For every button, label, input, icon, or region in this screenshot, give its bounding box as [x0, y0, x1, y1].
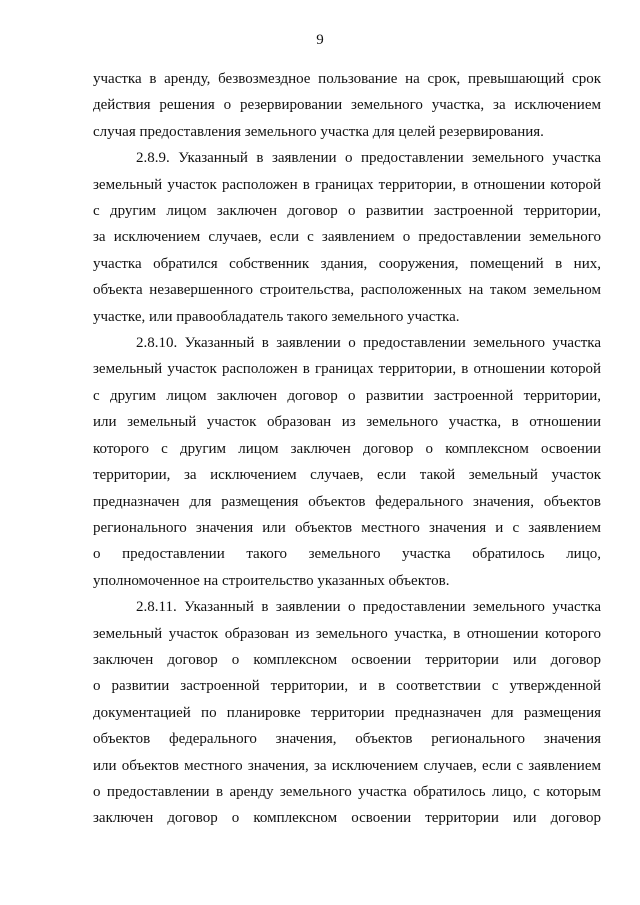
text-line: заключен договор о комплексном освоении территории или договор	[93, 651, 601, 668]
text-line: земельный участок расположен в границах территории, в отношении которой	[93, 361, 601, 378]
paragraph-2-8-9	[93, 145, 601, 330]
text-line: объектов федерального значения, объектов регионального значения	[93, 731, 601, 748]
text-line: 2.8.11. Указанный в заявлении о предоставлении земельного участка	[136, 599, 601, 616]
text-line: земельный участок образован из земельного участка, в отношении которого	[93, 625, 601, 642]
text-line: о предоставлении такого земельного участка обратилось лицо,	[93, 546, 601, 563]
text-line: уполномоченное на строительство указанных объектов.	[93, 572, 450, 589]
text-line: о развитии застроенной территории, и в соответствии с утвержденной	[93, 678, 601, 695]
paragraph-2-8-10	[93, 330, 601, 594]
paragraph-continuation	[93, 66, 601, 145]
text-line: о предоставлении в аренду земельного участка обратилось лицо, с которым	[93, 783, 601, 800]
text-line: 2.8.10. Указанный в заявлении о предоставлении земельного участка	[136, 335, 601, 352]
text-line: за исключением случаев, если с заявлением о предоставлении земельного	[93, 229, 601, 246]
text-line: участка обратился собственник здания, сооружения, помещений в них,	[93, 255, 601, 272]
text-line: действия решения о резервировании земельного участка, за исключением	[93, 97, 601, 114]
text-line: которого с другим лицом заключен договор о комплексном освоении	[93, 440, 601, 457]
text-line: 2.8.9. Указанный в заявлении о предоставлении земельного участка	[136, 150, 601, 167]
text-line: или объектов местного значения, за исключением случаев, если с заявлением	[93, 757, 601, 774]
text-line: объекта незавершенного строительства, расположенных на таком земельном	[93, 282, 601, 299]
document-body	[93, 66, 601, 832]
text-line: участка в аренду, безвозмездное пользование на срок, превышающий срок	[93, 71, 601, 87]
text-line: регионального значения или объектов местного значения и с заявлением	[93, 519, 601, 536]
text-line: документацией по планировке территории предназначен для размещения	[93, 704, 601, 721]
text-line: территории, за исключением случаев, если такой земельный участок	[93, 467, 601, 484]
text-line: участке, или правообладатель такого земельного участка.	[93, 308, 460, 325]
page-number: 9	[316, 32, 324, 48]
paragraph-2-8-11	[93, 594, 601, 832]
text-line: предназначен для размещения объектов федерального значения, объектов	[93, 493, 601, 510]
text-line: заключен договор о комплексном освоении территории или договор	[93, 810, 601, 827]
text-line: с другим лицом заключен договор о развитии застроенной территории,	[93, 203, 601, 220]
text-line: с другим лицом заключен договор о развитии застроенной территории,	[93, 387, 601, 404]
text-line: или земельный участок образован из земельного участка, в отношении	[93, 414, 601, 431]
text-line: земельный участок расположен в границах территории, в отношении которой	[93, 176, 601, 193]
text-line: случая предоставления земельного участка для целей резервирования.	[93, 123, 544, 140]
